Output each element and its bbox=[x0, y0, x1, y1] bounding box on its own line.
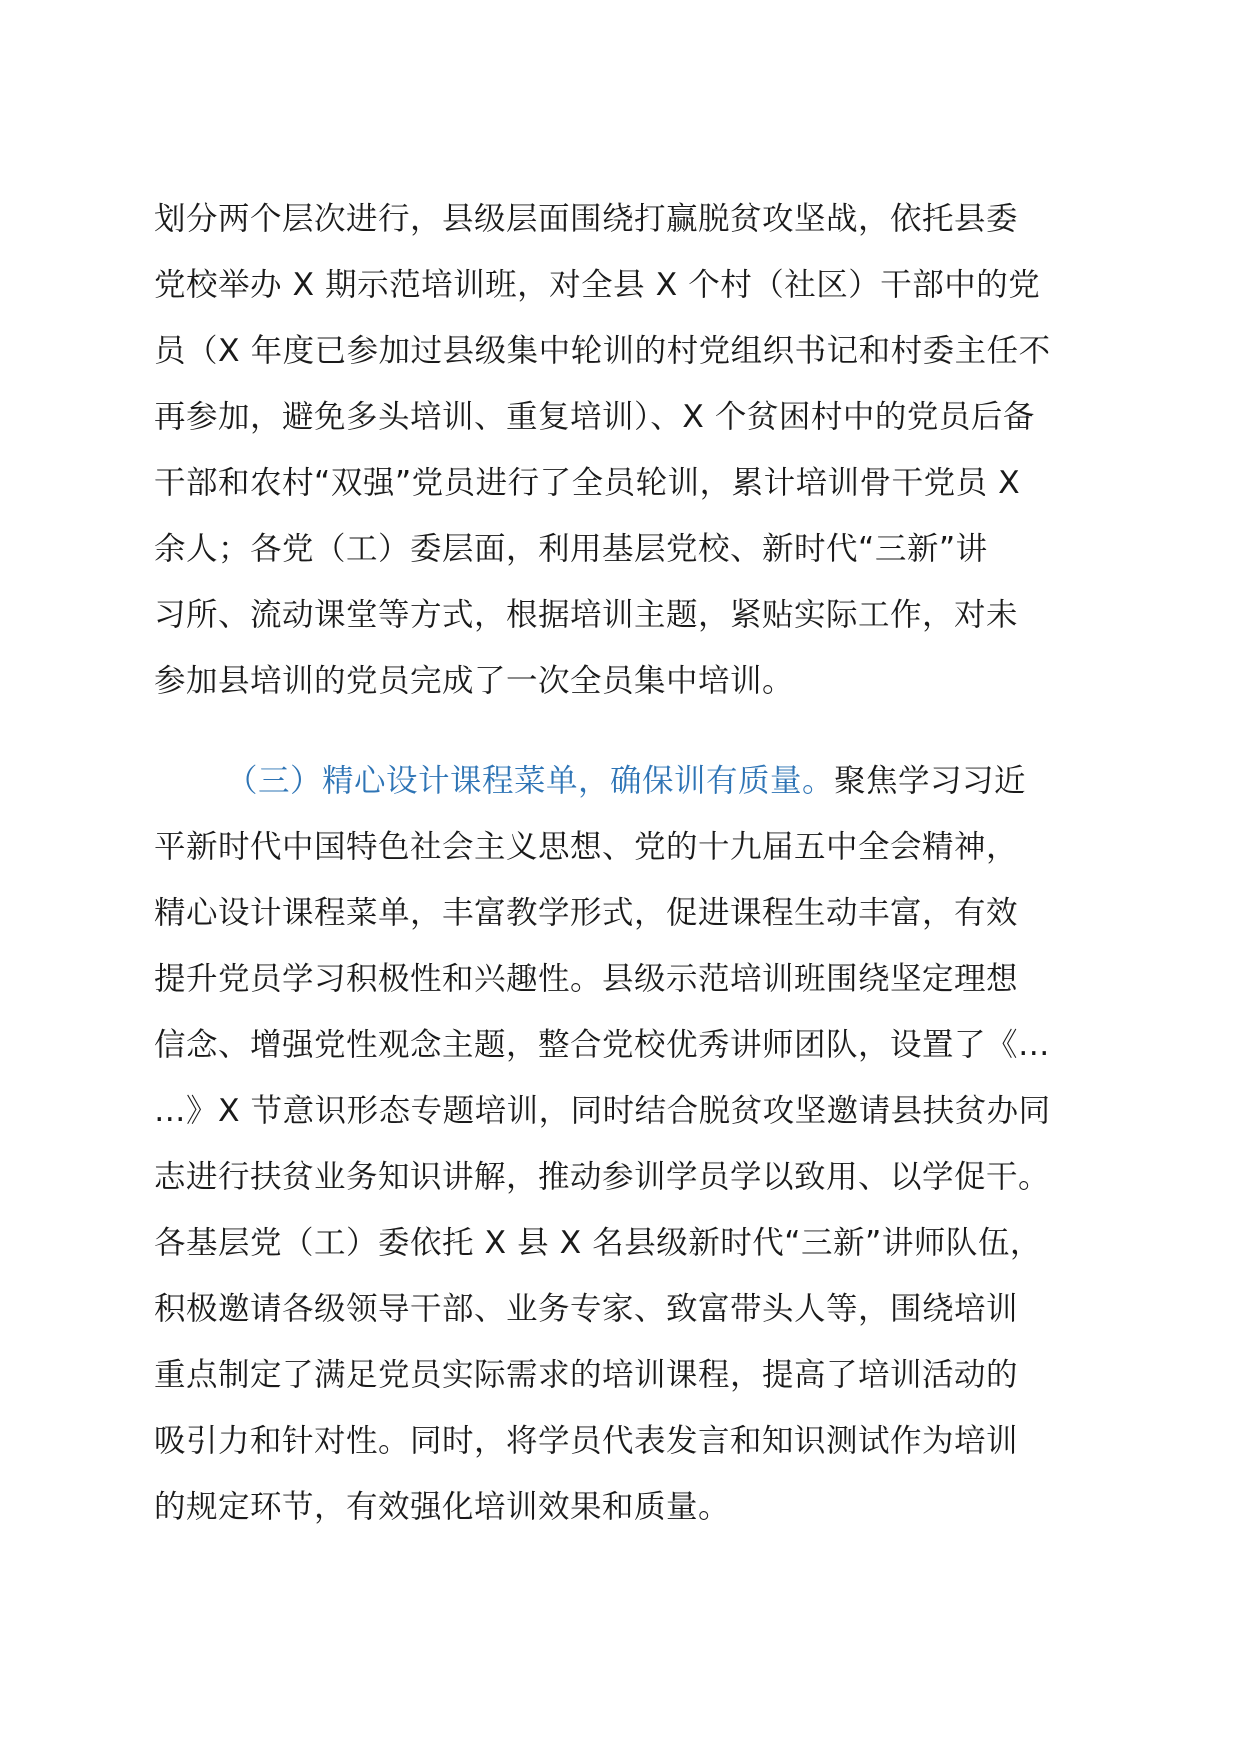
paragraph-line: 志进行扶贫业务知识讲解，推动参训学员学以致用、以学促干。 bbox=[154, 1159, 1051, 1195]
paragraph-line-continuation: 聚焦学习习近 bbox=[834, 763, 1027, 799]
section-heading: （三）精心设计课程菜单，确保训有质量。 bbox=[226, 763, 835, 799]
paragraph-line: …》X 节意识形态专题培训，同时结合脱贫攻坚邀请县扶贫办同 bbox=[154, 1093, 1051, 1129]
paragraph-line: 员（X 年度已参加过县级集中轮训的村党组织书记和村委主任不 bbox=[154, 333, 1051, 369]
paragraph-line: 精心设计课程菜单，丰富教学形式，促进课程生动丰富，有效 bbox=[154, 895, 1019, 931]
paragraph-first-line bbox=[154, 748, 1124, 814]
paragraph-2 bbox=[154, 748, 1124, 1540]
paragraph-line: 各基层党（工）委依托 X 县 X 名县级新时代“三新”讲师队伍， bbox=[154, 1225, 1042, 1261]
paragraph-line: 平新时代中国特色社会主义思想、党的十九届五中全会精神， bbox=[154, 829, 1019, 865]
paragraph-line: 参加县培训的党员完成了一次全员集中培训。 bbox=[154, 663, 795, 699]
paragraph-line: 提升党员学习积极性和兴趣性。县级示范培训班围绕坚定理想 bbox=[154, 961, 1019, 997]
paragraph-line: 余人；各党（工）委层面，利用基层党校、新时代“三新”讲 bbox=[154, 531, 988, 567]
paragraph-line: 吸引力和针对性。同时，将学员代表发言和知识测试作为培训 bbox=[154, 1423, 1019, 1459]
paragraph-line: 积极邀请各级领导干部、业务专家、致富带头人等，围绕培训 bbox=[154, 1291, 1019, 1327]
paragraph-1 bbox=[154, 186, 1124, 714]
paragraph-line: 划分两个层次进行，县级层面围绕打赢脱贫攻坚战，依托县委 bbox=[154, 201, 1019, 237]
paragraph-line: 干部和农村“双强”党员进行了全员轮训，累计培训骨干党员 X bbox=[154, 465, 1021, 501]
paragraph-line: 重点制定了满足党员实际需求的培训课程，提高了培训活动的 bbox=[154, 1357, 1019, 1393]
paragraph-line: 信念、增强党性观念主题，整合党校优秀讲师团队，设置了《… bbox=[154, 1027, 1051, 1063]
paragraph-line: 再参加，避免多头培训、重复培训）、X 个贫困村中的党员后备 bbox=[154, 399, 1035, 435]
paragraph-line: 党校举办 X 期示范培训班，对全县 X 个村（社区）干部中的党 bbox=[154, 267, 1041, 303]
paragraph-line: 习所、流动课堂等方式，根据培训主题，紧贴实际工作，对未 bbox=[154, 597, 1019, 633]
paragraph-line: 的规定环节，有效强化培训效果和质量。 bbox=[154, 1489, 731, 1525]
